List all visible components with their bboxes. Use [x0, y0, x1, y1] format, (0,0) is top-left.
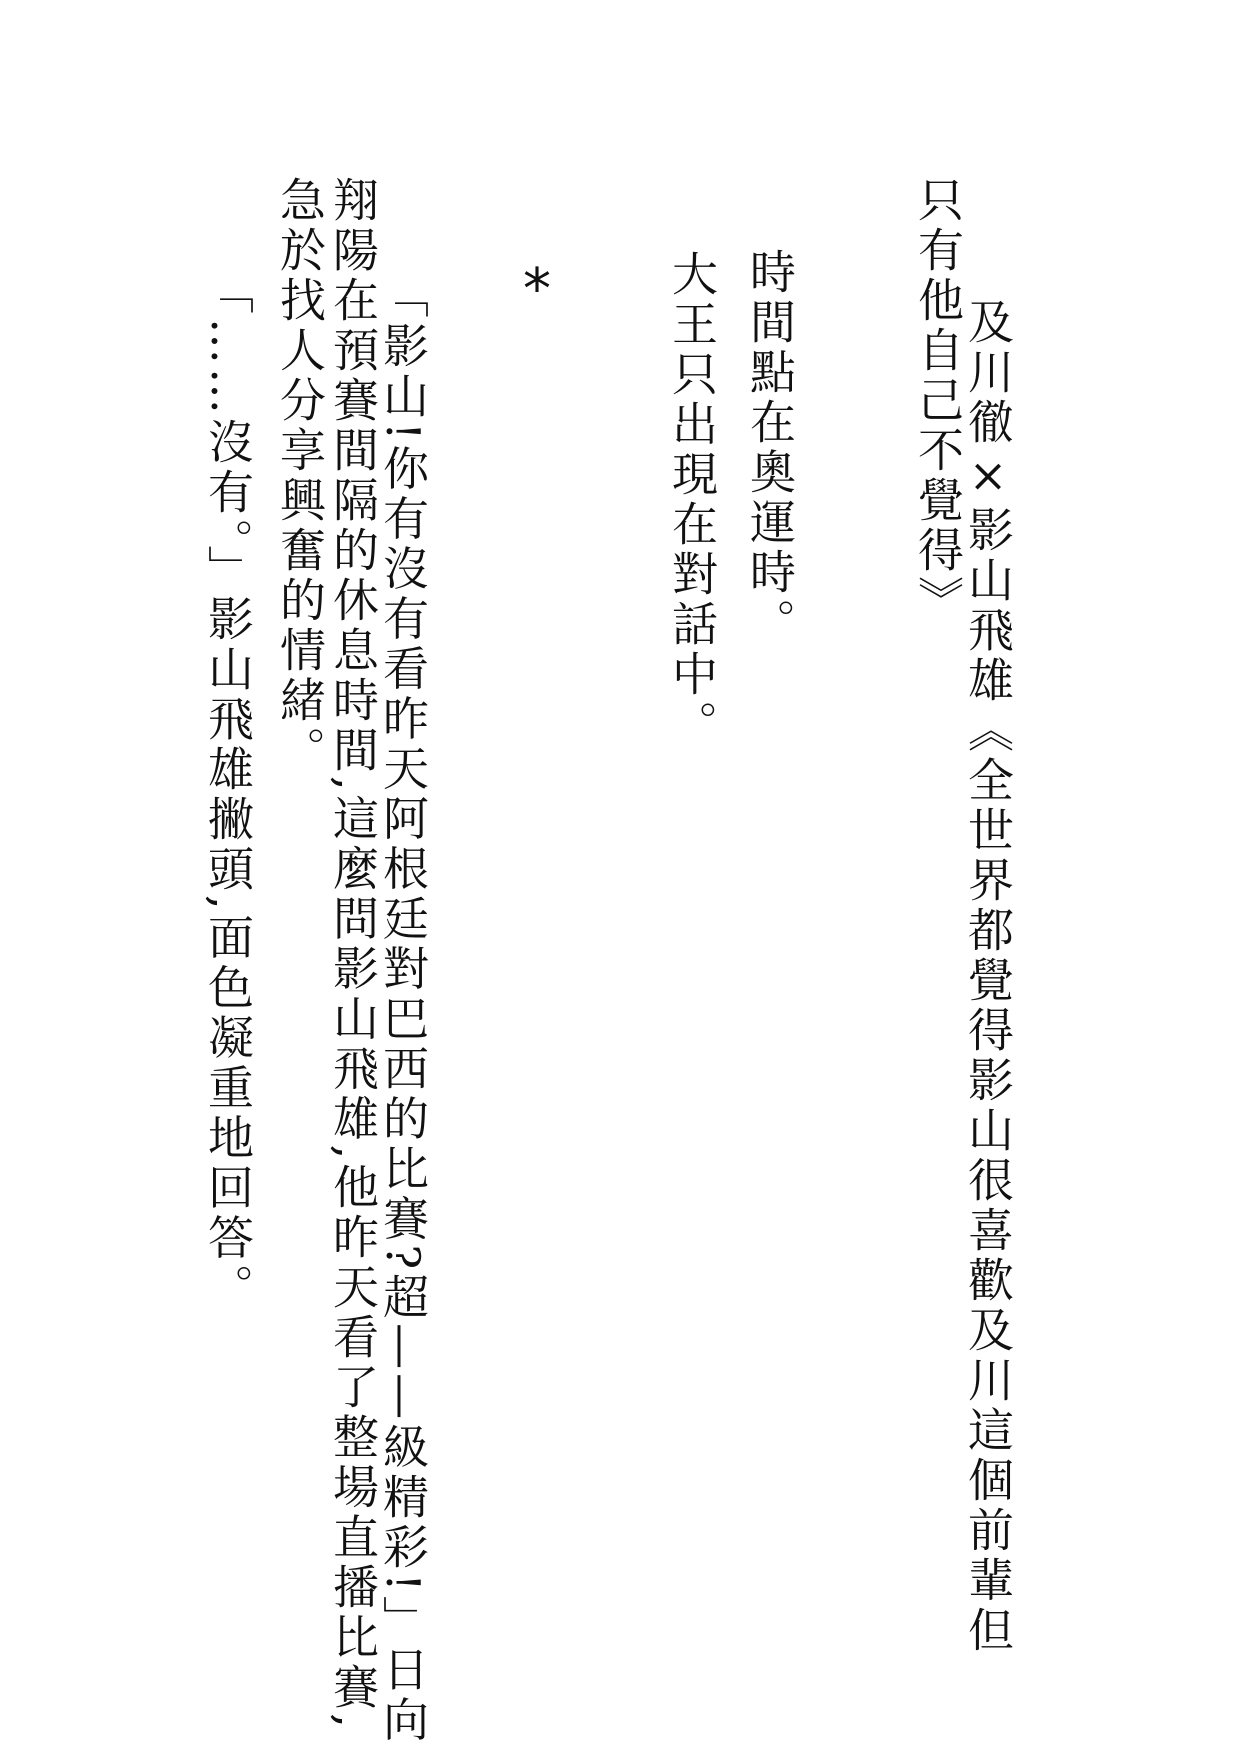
title-line-2: 只有他自己不覺得》	[911, 176, 965, 626]
paragraph-1-line-2: 翔陽在預賽間隔的休息時間,這麼問影山飛雄,他昨天看了整場直播比賽,	[326, 176, 380, 1732]
section-separator: *	[523, 257, 551, 322]
paragraph-1-line-1: 「影山!你有沒有看昨天阿根廷對巴西的比賽?超——級精彩!」日向	[376, 272, 430, 1746]
note-line-2: 大王只出現在對話中。	[665, 250, 719, 750]
note-line-1: 時間點在奧運時。	[743, 248, 797, 648]
paragraph-2-line-1: 「……沒有。」影山飛雄撇頭,面色凝重地回答。	[201, 268, 255, 1314]
paragraph-1-line-3: 急於找人分享興奮的情緒。	[273, 176, 327, 776]
title-line-1: 及川徹×影山飛雄《全世界都覺得影山很喜歡及川這個前輩但	[961, 298, 1015, 1656]
